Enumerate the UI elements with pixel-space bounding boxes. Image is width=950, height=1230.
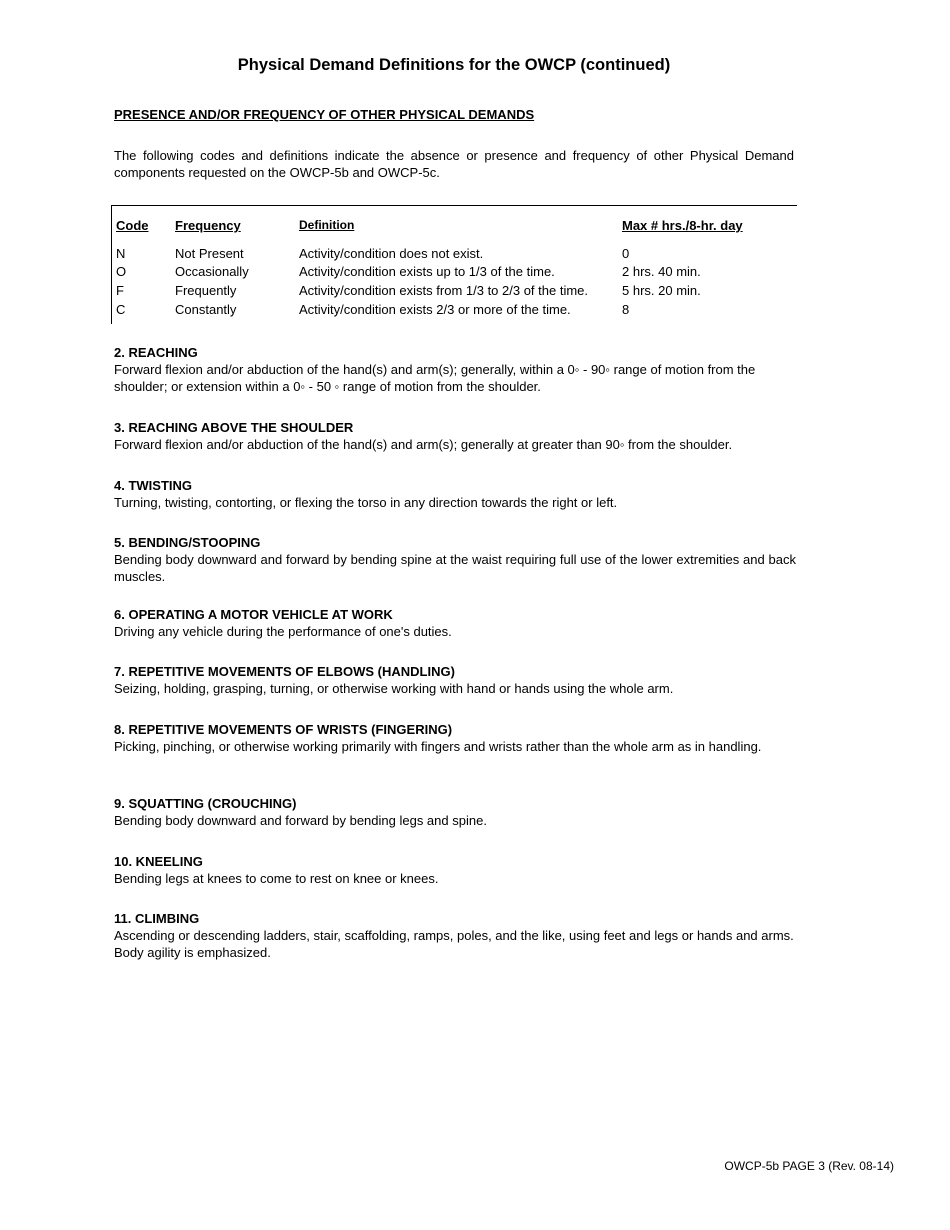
definition-twisting	[114, 477, 796, 511]
header-code: Code	[116, 218, 149, 233]
definition-body: Picking, pinching, or otherwise working primarily with fingers and wrists rather than the whole arm as in handling.	[114, 739, 762, 754]
definition-body: Bending body downward and forward by bending spine at the waist requiring full use of the lower extremities and back muscles.	[114, 552, 796, 584]
definition-wrists-fingering	[114, 721, 796, 755]
definition-body: Driving any vehicle during the performance of one's duties.	[114, 624, 452, 639]
cell-definition: Activity/condition exists up to 1/3 of the time.	[299, 264, 555, 279]
definition-bending-stooping	[114, 534, 796, 585]
definition-reaching-above-shoulder	[114, 419, 796, 453]
definition-title: 11. CLIMBING	[114, 911, 200, 926]
cell-definition: Activity/condition exists 2/3 or more of the time.	[299, 302, 571, 317]
cell-frequency: Occasionally	[175, 264, 249, 279]
cell-frequency: Not Present	[175, 246, 244, 261]
definition-kneeling	[114, 853, 796, 887]
definition-body: Forward flexion and/or abduction of the hand(s) and arm(s); generally, within a 0◦ - 90◦ range of motion from the shoulder; or extension within a 0◦ - 50 ◦ range of motion from the shoulder.	[114, 362, 756, 394]
section-heading: PRESENCE AND/OR FREQUENCY OF OTHER PHYSICAL DEMANDS	[114, 107, 535, 122]
definition-body: Bending legs at knees to come to rest on knee or knees.	[114, 871, 439, 886]
page-title: Physical Demand Definitions for the OWCP (continued)	[237, 56, 671, 74]
cell-definition: Activity/condition does not exist.	[299, 246, 484, 261]
definition-body: Ascending or descending ladders, stair, scaffolding, ramps, poles, and the like, using feet and legs or hands and arms. Body agility is emphasized.	[114, 928, 794, 960]
definition-body: Seizing, holding, grasping, turning, or otherwise working with hand or hands using the whole arm.	[114, 681, 674, 696]
definition-title: 5. BENDING/STOOPING	[114, 535, 261, 550]
definition-title: 7. REPETITIVE MOVEMENTS OF ELBOWS (HANDLING)	[114, 664, 455, 679]
header-definition: Definition	[299, 218, 355, 232]
definition-reaching	[114, 344, 796, 395]
definition-body: Bending body downward and forward by bending legs and spine.	[114, 813, 487, 828]
intro-paragraph: The following codes and definitions indicate the absence or presence and frequency of other Physical Demand components requested on the OWCP-5b and OWCP-5c.	[114, 148, 794, 180]
cell-max-hours: 8	[622, 302, 630, 317]
definition-title: 2. REACHING	[114, 345, 198, 360]
definition-title: 10. KNEELING	[114, 854, 203, 869]
definition-operating-vehicle	[114, 606, 796, 640]
cell-code: C	[116, 302, 126, 317]
definition-elbows-handling	[114, 663, 796, 697]
definition-title: 8. REPETITIVE MOVEMENTS OF WRISTS (FINGERING)	[114, 722, 453, 737]
page-footer: OWCP-5b PAGE 3 (Rev. 08-14)	[724, 1159, 894, 1173]
cell-max-hours: 5 hrs. 20 min.	[622, 283, 701, 298]
definition-body: Turning, twisting, contorting, or flexing the torso in any direction towards the right or left.	[114, 495, 618, 510]
definition-title: 3. REACHING ABOVE THE SHOULDER	[114, 420, 354, 435]
cell-code: F	[116, 283, 124, 298]
cell-frequency: Frequently	[175, 283, 237, 298]
header-frequency: Frequency	[175, 218, 241, 233]
header-max-hours: Max # hrs./8-hr. day	[622, 218, 743, 233]
cell-max-hours: 0	[622, 246, 630, 261]
cell-max-hours: 2 hrs. 40 min.	[622, 264, 701, 279]
cell-code: O	[116, 264, 127, 279]
definition-climbing	[114, 910, 796, 961]
definition-title: 9. SQUATTING (CROUCHING)	[114, 796, 297, 811]
cell-code: N	[116, 246, 126, 261]
definition-title: 4. TWISTING	[114, 478, 192, 493]
cell-definition: Activity/condition exists from 1/3 to 2/3 of the time.	[299, 283, 589, 298]
frequency-codes-table	[111, 205, 797, 324]
cell-frequency: Constantly	[175, 302, 237, 317]
definition-squatting	[114, 795, 796, 829]
definition-title: 6. OPERATING A MOTOR VEHICLE AT WORK	[114, 607, 393, 622]
definition-body: Forward flexion and/or abduction of the hand(s) and arm(s); generally at greater than 90◦ from the shoulder.	[114, 437, 733, 452]
